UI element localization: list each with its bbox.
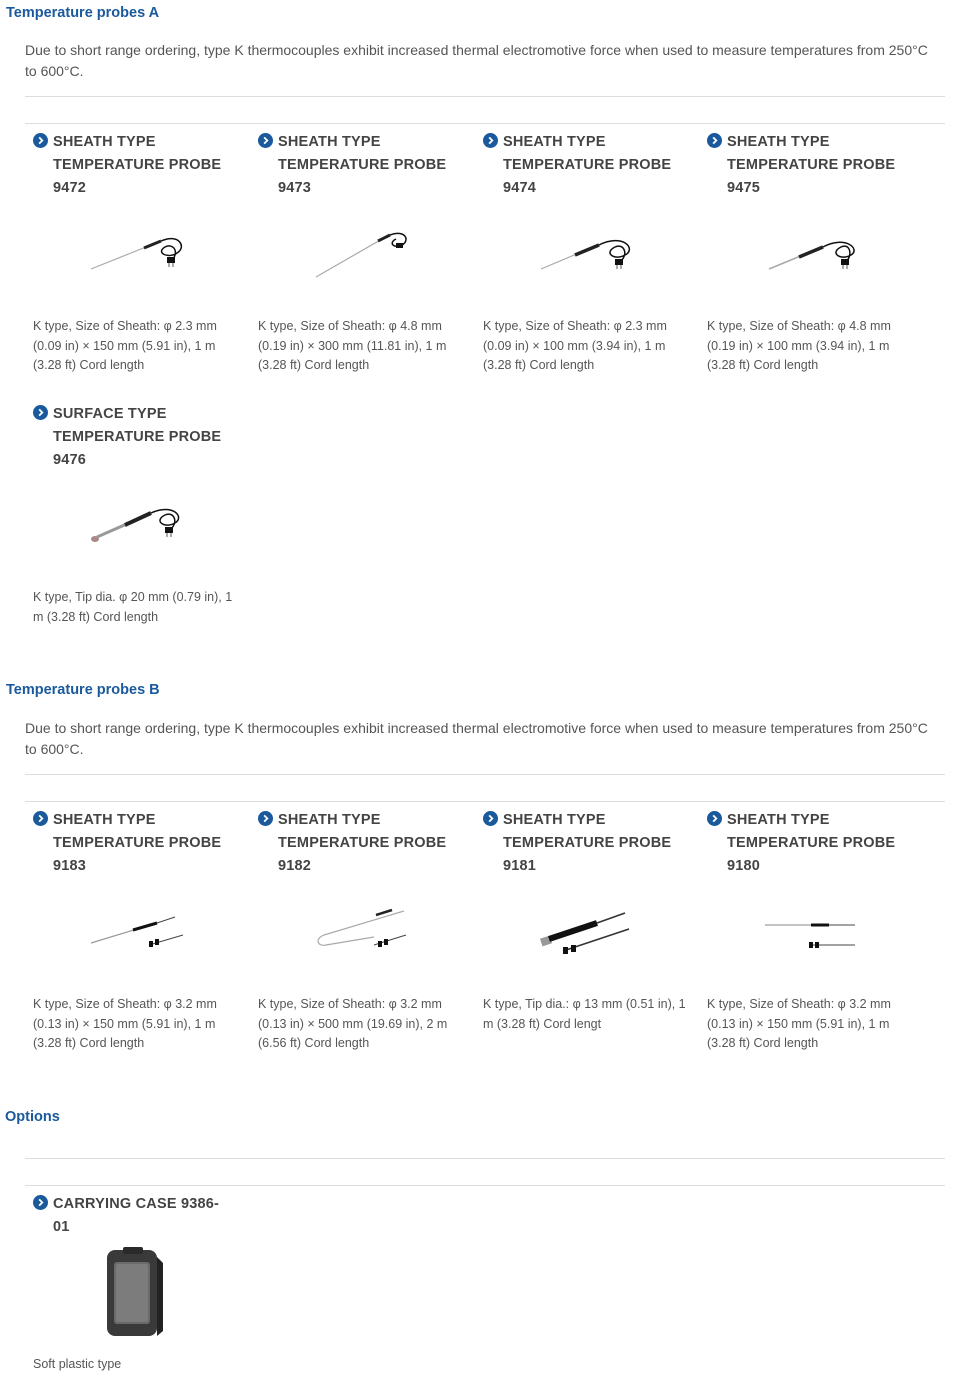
divider <box>25 1185 945 1186</box>
chevron-right-circle-icon <box>33 811 48 826</box>
product-image <box>89 499 189 555</box>
product-card[interactable] <box>33 1193 233 1371</box>
product-link[interactable] <box>33 131 238 200</box>
product-image <box>539 905 639 961</box>
product-card[interactable] <box>33 809 238 1050</box>
product-image <box>314 905 414 961</box>
product-description: K type, Size of Sheath: φ 4.8 mm (0.19 in) × 300 mm (11.81 in), 1 m (3.28 ft) Cord length <box>258 319 447 372</box>
chevron-right-circle-icon <box>33 133 48 148</box>
product-name[interactable]: SHEATH TYPE TEMPERATURE PROBE 9180 <box>727 812 896 874</box>
chevron-right-circle-icon <box>33 405 48 420</box>
product-link[interactable] <box>33 403 238 472</box>
product-image <box>314 227 414 283</box>
product-image <box>763 905 863 961</box>
divider <box>25 774 945 775</box>
divider <box>25 1158 945 1159</box>
product-name[interactable]: CARRYING CASE 9386-01 <box>53 1196 220 1235</box>
product-description: K type, Tip dia. φ 20 mm (0.79 in), 1 m (3.28 ft) Cord length <box>33 590 233 624</box>
product-link[interactable] <box>707 131 912 200</box>
product-name[interactable]: SHEATH TYPE TEMPERATURE PROBE 9475 <box>727 134 896 196</box>
divider <box>25 123 945 124</box>
product-link[interactable] <box>33 809 238 878</box>
section-description: Due to short range ordering, type K thermocouples exhibit increased thermal electromotive force when used to measure temperatures from 250°C to 600°C. <box>25 42 928 79</box>
product-link[interactable] <box>483 809 688 878</box>
product-description: K type, Size of Sheath: φ 3.2 mm (0.13 in) × 150 mm (5.91 in), 1 m (3.28 ft) Cord length <box>707 997 891 1050</box>
divider <box>25 96 945 97</box>
product-description: K type, Size of Sheath: φ 3.2 mm (0.13 in) × 150 mm (5.91 in), 1 m (3.28 ft) Cord length <box>33 997 217 1050</box>
product-card[interactable] <box>33 131 238 372</box>
section-title: Options <box>5 1109 60 1125</box>
chevron-right-circle-icon <box>483 811 498 826</box>
product-image <box>539 227 639 283</box>
section-title: Temperature probes B <box>6 682 160 698</box>
product-link[interactable] <box>707 809 912 878</box>
product-name[interactable]: SHEATH TYPE TEMPERATURE PROBE 9473 <box>278 134 447 196</box>
product-card[interactable] <box>33 403 238 624</box>
product-card[interactable] <box>707 809 912 1050</box>
product-name[interactable]: SHEATH TYPE TEMPERATURE PROBE 9182 <box>278 812 447 874</box>
section-title: Temperature probes A <box>6 5 160 21</box>
product-card[interactable] <box>483 809 688 1031</box>
product-link[interactable] <box>483 131 688 200</box>
product-name[interactable]: SHEATH TYPE TEMPERATURE PROBE 9181 <box>503 812 672 874</box>
product-image <box>89 905 189 961</box>
product-card[interactable] <box>258 131 463 372</box>
product-image <box>89 227 189 283</box>
chevron-right-circle-icon <box>707 811 722 826</box>
product-name[interactable]: SHEATH TYPE TEMPERATURE PROBE 9183 <box>53 812 222 874</box>
product-name[interactable]: SHEATH TYPE TEMPERATURE PROBE 9474 <box>503 134 672 196</box>
chevron-right-circle-icon <box>483 133 498 148</box>
product-link[interactable] <box>258 809 463 878</box>
product-card[interactable] <box>707 131 912 372</box>
divider <box>25 801 945 802</box>
chevron-right-circle-icon <box>258 811 273 826</box>
carrying-case-image <box>103 1247 167 1339</box>
product-image <box>763 227 863 283</box>
section-description: Due to short range ordering, type K thermocouples exhibit increased thermal electromotive force when used to measure temperatures from 250°C to 600°C. <box>25 720 928 757</box>
product-description: K type, Size of Sheath: φ 2.3 mm (0.09 in) × 150 mm (5.91 in), 1 m (3.28 ft) Cord length <box>33 319 217 372</box>
product-name[interactable]: SURFACE TYPE TEMPERATURE PROBE 9476 <box>53 406 222 468</box>
product-card[interactable] <box>258 809 463 1050</box>
product-description: K type, Size of Sheath: φ 2.3 mm (0.09 in) × 100 mm (3.94 in), 1 m (3.28 ft) Cord length <box>483 319 667 372</box>
product-description: K type, Size of Sheath: φ 3.2 mm (0.13 in) × 500 mm (19.69 in), 2 m (6.56 ft) Cord length <box>258 997 448 1050</box>
product-description: K type, Size of Sheath: φ 4.8 mm (0.19 in) × 100 mm (3.94 in), 1 m (3.28 ft) Cord length <box>707 319 891 372</box>
chevron-right-circle-icon <box>707 133 722 148</box>
chevron-right-circle-icon <box>33 1195 48 1210</box>
chevron-right-circle-icon <box>258 133 273 148</box>
product-description: K type, Tip dia.: φ 13 mm (0.51 in), 1 m (3.28 ft) Cord lengt <box>483 997 686 1031</box>
product-description: Soft plastic type <box>33 1357 122 1371</box>
product-card[interactable] <box>483 131 688 372</box>
product-link[interactable] <box>33 1193 233 1239</box>
product-link[interactable] <box>258 131 463 200</box>
product-name[interactable]: SHEATH TYPE TEMPERATURE PROBE 9472 <box>53 134 222 196</box>
